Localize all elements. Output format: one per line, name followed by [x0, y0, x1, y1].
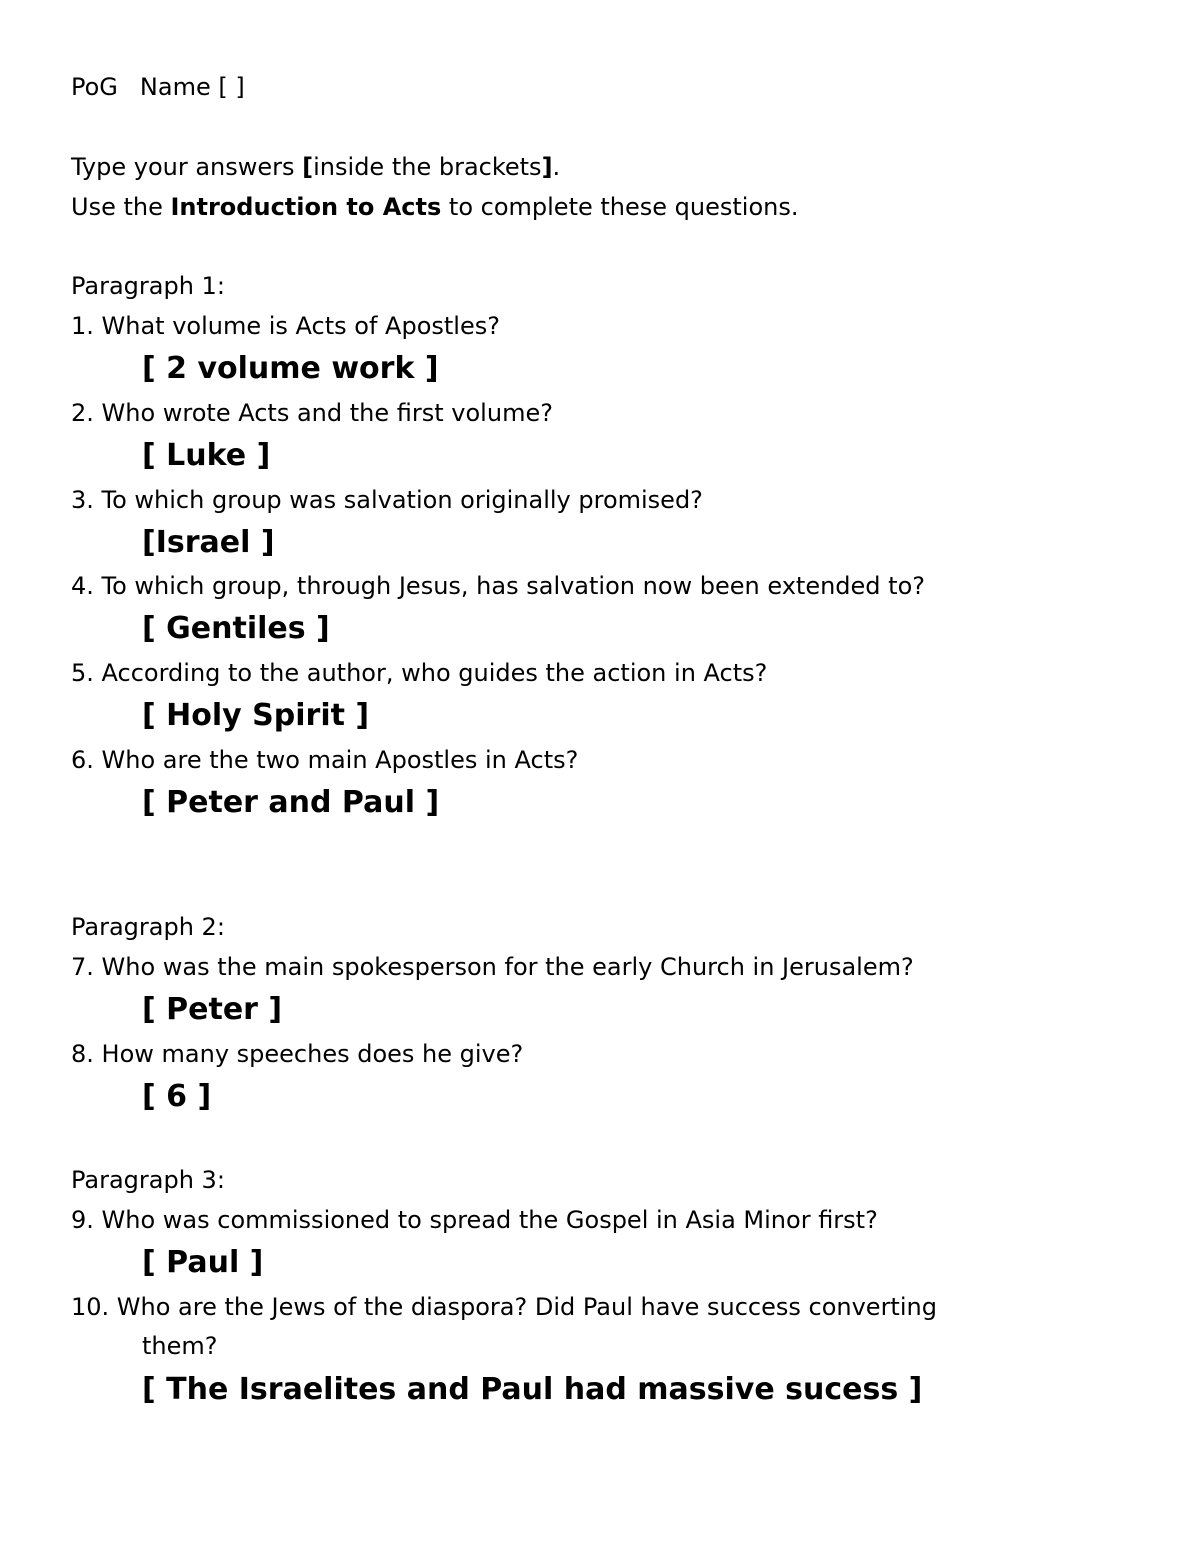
answer-field[interactable]: [ Peter ]	[142, 992, 283, 1027]
question-text: 1. What volume is Acts of Apostles?	[71, 312, 500, 340]
instruction-text-brackets: inside the brackets	[313, 153, 542, 181]
name-field[interactable]: [ ]	[218, 73, 245, 101]
question-text: 7. Who was the main spokesperson for the early Church in Jerusalem?	[71, 953, 914, 981]
instruction-period: .	[552, 153, 561, 181]
question-text: 3. To which group was salvation originally promised?	[71, 486, 703, 514]
question-text: 9. Who was commissioned to spread the Gospel in Asia Minor first?	[71, 1206, 878, 1234]
section-heading: Paragraph 2:	[71, 913, 225, 941]
answer-field[interactable]: [ Holy Spirit ]	[142, 698, 370, 733]
class-code: PoG	[71, 73, 118, 101]
answer-field[interactable]: [ Paul ]	[142, 1245, 264, 1280]
answer-field[interactable]: [ Peter and Paul ]	[142, 785, 440, 820]
answer-field[interactable]: [ Luke ]	[142, 438, 271, 473]
instruction-line-1	[71, 152, 560, 182]
question-text: 5. According to the author, who guides the action in Acts?	[71, 659, 768, 687]
instruction-bracket-open: [	[302, 153, 314, 181]
answer-field[interactable]: [Israel ]	[142, 525, 275, 560]
question-text: 10. Who are the Jews of the diaspora? Did Paul have success converting	[71, 1293, 937, 1321]
answer-field[interactable]: [ 6 ]	[142, 1079, 212, 1114]
answer-field[interactable]: [ Gentiles ]	[142, 611, 330, 646]
instruction-text: Type your answers	[71, 153, 303, 181]
instruction-source-title: Introduction to Acts	[170, 193, 442, 221]
section-heading: Paragraph 3:	[71, 1166, 225, 1194]
answer-field[interactable]: [ The Israelites and Paul had massive sucess ]	[142, 1372, 923, 1407]
section-heading: Paragraph 1:	[71, 272, 225, 300]
instruction-text: to complete these questions.	[441, 193, 799, 221]
question-text: 8. How many speeches does he give?	[71, 1040, 524, 1068]
question-text: 4. To which group, through Jesus, has salvation now been extended to?	[71, 572, 926, 600]
instruction-bracket-close: ]	[541, 153, 553, 181]
instruction-text: Use the	[71, 193, 171, 221]
header-line	[71, 72, 245, 102]
answer-field[interactable]: [ 2 volume work ]	[142, 351, 439, 386]
question-text: 2. Who wrote Acts and the first volume?	[71, 399, 553, 427]
question-text: 6. Who are the two main Apostles in Acts?	[71, 746, 579, 774]
name-label: Name	[139, 73, 211, 101]
instruction-line-2	[71, 192, 798, 222]
question-text-continued: them?	[142, 1332, 218, 1360]
